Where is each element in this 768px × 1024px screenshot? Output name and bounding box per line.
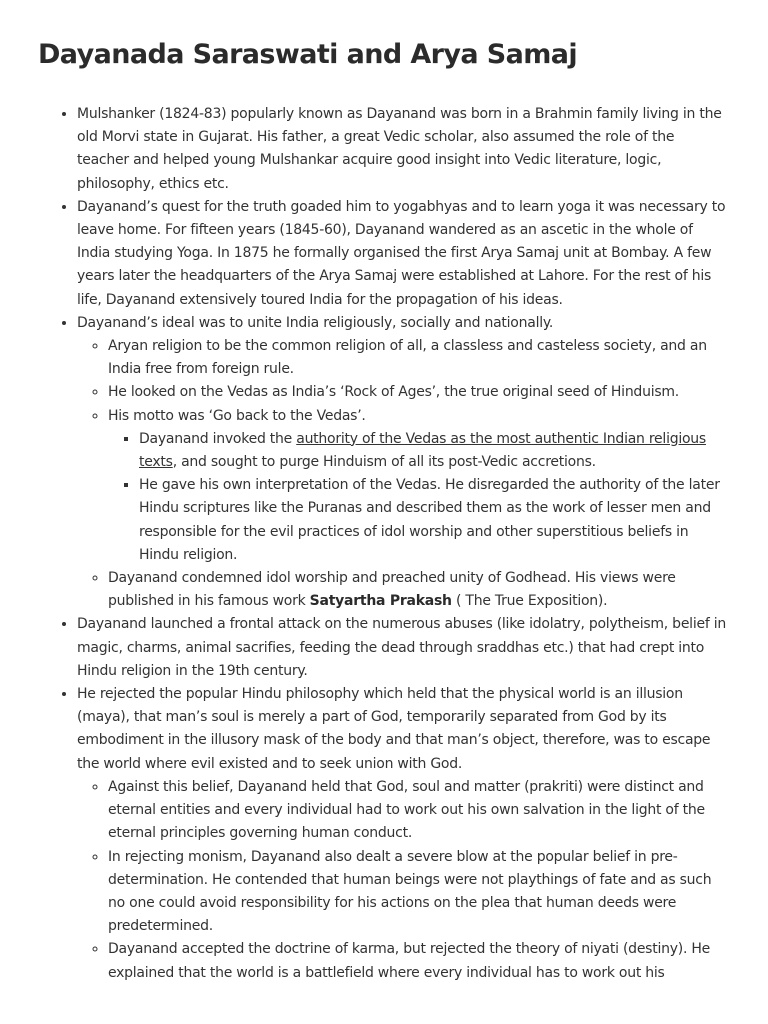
sub-list-item (108, 405, 728, 567)
list-item-text: Mulshanker (1824-83) popularly known as Dayanand was born in a Brahmin family living in the old Morvi state in Gujarat. His father, a great Vedic scholar, also assumed the role of the teacher and helped young Mulshankar acquire good insight into Vedic literature, logic, philosophy, ethics etc. (77, 106, 722, 192)
list-item (77, 312, 728, 614)
list-item-text: His motto was ‘Go back to the Vedas’. (108, 407, 366, 424)
sub-list-item (108, 381, 728, 404)
list-item-text: He rejected the popular Hindu philosophy which held that the physical world is an illusion (maya), that man’s soul is merely a part of God, temporarily separated from God by its embodiment in the illusory mask of the body and that man’s object, therefore, was to escape the world where evil existed and to seek union with God. (77, 686, 711, 772)
nested-list-item (139, 428, 728, 474)
list-item (77, 103, 728, 196)
list-item-text: He gave his own interpretation of the Vedas. He disregarded the authority of the later Hindu scriptures like the Puranas and described them as the work of lesser men and responsible for the evil practices of idol worship and other superstitious beliefs in Hindu religion. (139, 477, 720, 563)
sub-list-item (108, 776, 728, 846)
bullet-list (38, 103, 728, 985)
list-item-text: In rejecting monism, Dayanand also dealt a severe blow at the popular belief in pre-determination. He contended that human beings were not playthings of fate and as such no one could avoid responsibility for his actions on the plea that human deeds were predetermined. (108, 848, 712, 935)
nested-list-item (139, 474, 728, 567)
list-item-text: Dayanand’s ideal was to unite India religiously, socially and nationally. (77, 314, 554, 331)
list-item (77, 196, 728, 312)
list-item-text: He looked on the Vedas as India’s ‘Rock of Ages’, the true original seed of Hinduism. (108, 384, 679, 401)
list-item-text: ( The True Exposition). (451, 593, 608, 610)
nested-list (108, 428, 728, 567)
sub-list-item (108, 846, 728, 939)
sub-list (77, 335, 728, 613)
list-item-text: Dayanand launched a frontal attack on the numerous abuses (like idolatry, polytheism, belief in magic, charms, animal sacrifies, feeding the dead through sraddhas etc.) that had crept into Hindu religion in the 19th century. (77, 616, 726, 679)
list-item-text: Aryan religion to be the common religion of all, a classless and casteless society, and an India free from foreign rule. (108, 338, 707, 378)
list-item-text: Dayanand invoked the (139, 430, 297, 447)
sub-list-item (108, 938, 728, 984)
list-item (77, 683, 728, 985)
list-item-text: Dayanand accepted the doctrine of karma, but rejected the theory of niyati (destiny). He explained that the world is a battlefield where every individual has to work out his (108, 941, 711, 981)
list-item-text: Against this belief, Dayanand held that God, soul and matter (prakriti) were distinct and eternal entities and every individual had to work out his own salvation in the light of the eternal principles governing human conduct. (108, 778, 705, 842)
sub-list-item (108, 335, 728, 381)
sub-list-item (108, 567, 728, 613)
list-item-text: Dayanand’s quest for the truth goaded him to yogabhyas and to learn yoga it was necessary to leave home. For fifteen years (1845-60), Dayanand wandered as an ascetic in the whole of India studying Yoga. In 1875 he formally organised the first Arya Samaj unit at Bombay. A few years later the headquarters of the Arya Samaj were established at Lahore. For the rest of his life, Dayanand extensively toured India for the propagation of his ideas. (77, 198, 726, 308)
list-item (77, 613, 728, 683)
page-title: Dayanada Saraswati and Arya Samaj (38, 39, 578, 70)
article-body (38, 103, 728, 985)
list-item-text: , and sought to purge Hinduism of all its post-Vedic accretions. (172, 454, 596, 471)
list-item-text: Dayanand condemned idol worship and preached unity of Godhead. His views were published in his famous work (108, 570, 676, 610)
vedas-authority-link[interactable]: authority of the Vedas as the most authentic Indian religious texts (139, 430, 706, 471)
sub-list (77, 776, 728, 985)
book-title: Satyartha Prakash (309, 593, 452, 610)
